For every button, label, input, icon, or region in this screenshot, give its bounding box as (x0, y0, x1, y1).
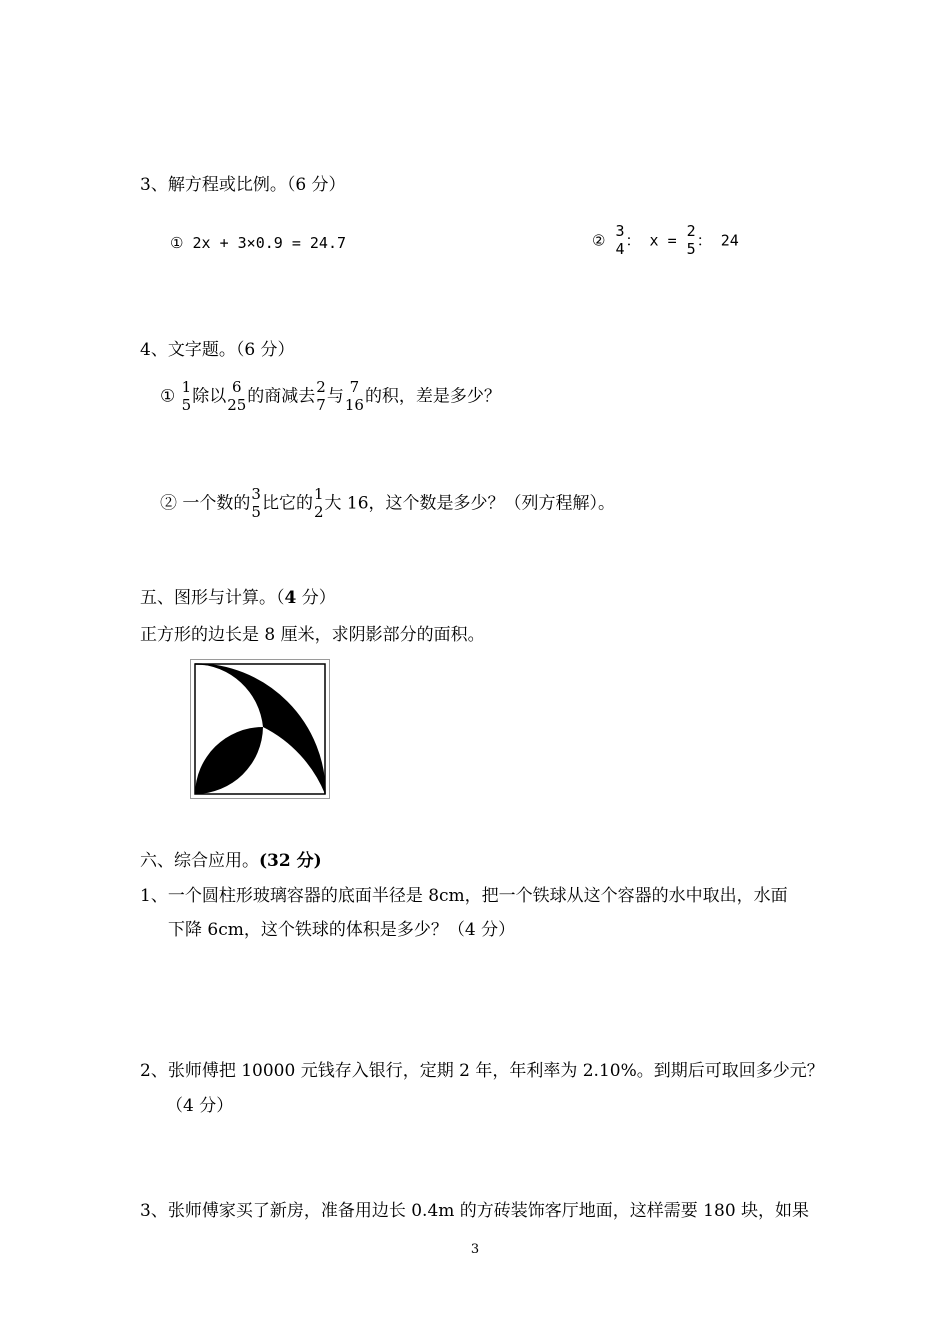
problem-2-text-c: 大 16，这个数是多少？（列方程解）。 (324, 493, 616, 514)
equation-1-marker: ① (170, 234, 184, 252)
problem-2-text-b: 比它的 (261, 493, 313, 514)
equation-2-mid: ： x = (625, 231, 686, 250)
problem-2-text-a: 一个数的 (182, 493, 251, 514)
equation-1-text: 2x + 3×0.9 = 24.7 (192, 234, 347, 252)
section-6-heading: 六、综合应用。(32 分) (140, 851, 322, 871)
application-problem-3-line-1: 3、张师傅家买了新房，准备用边长 0.4m 的方砖装饰客厅地面，这样需要 180 块，如果 (140, 1201, 810, 1221)
problem-1-text-d: 的积，差是多少？ (364, 386, 501, 407)
fraction-3-5: 3 5 (251, 485, 261, 521)
problem-1-text-a: 除以 (192, 386, 227, 407)
application-problem-1-line-2: 下降 6cm，这个铁球的体积是多少？（4 分） (168, 920, 516, 940)
application-problem-1-line-1: 1、一个圆柱形玻璃容器的底面半径是 8cm，把一个铁球从这个容器的水中取出，水面 (140, 886, 788, 906)
section-5-heading: 五、图形与计算。（4 分） (140, 588, 336, 608)
fraction-2-5: 2 5 (686, 222, 696, 258)
page-number: 3 (470, 1242, 480, 1257)
application-problem-2-line-1: 2、张师傅把 10000 元钱存入银行，定期 2 年，年利率为 2.10%。到期后可取回多少元？ (140, 1061, 824, 1081)
section-4-heading: 4、文字题。（6 分） (140, 340, 295, 360)
problem-1-text-c: 与 (326, 386, 344, 407)
problem-2-marker: ② (160, 493, 177, 514)
application-problem-2-line-2: （4 分） (166, 1096, 234, 1116)
fraction-1-2: 1 2 (313, 485, 324, 521)
word-problem-2 (160, 487, 615, 521)
section-3-heading: 3、解方程或比例。（6 分） (140, 175, 346, 195)
fraction-7-16: 7 16 (344, 378, 364, 414)
fraction-2-7: 2 7 (316, 378, 326, 414)
fraction-6-25: 6 25 (227, 378, 247, 414)
equation-2 (592, 224, 739, 258)
problem-1-marker: ① (160, 386, 176, 407)
equation-1 (170, 236, 346, 251)
section-5-problem: 正方形的边长是 8 厘米，求阴影部分的面积。 (140, 625, 485, 645)
equation-2-end: ： 24 (696, 231, 739, 250)
word-problem-1 (160, 380, 501, 414)
fraction-3-4: 3 4 (615, 222, 625, 258)
fraction-1-5: 1 5 (181, 378, 192, 414)
shaded-square-figure (190, 659, 330, 799)
equation-2-marker: ② (592, 231, 606, 250)
problem-1-text-b: 的商减去 (247, 386, 316, 407)
